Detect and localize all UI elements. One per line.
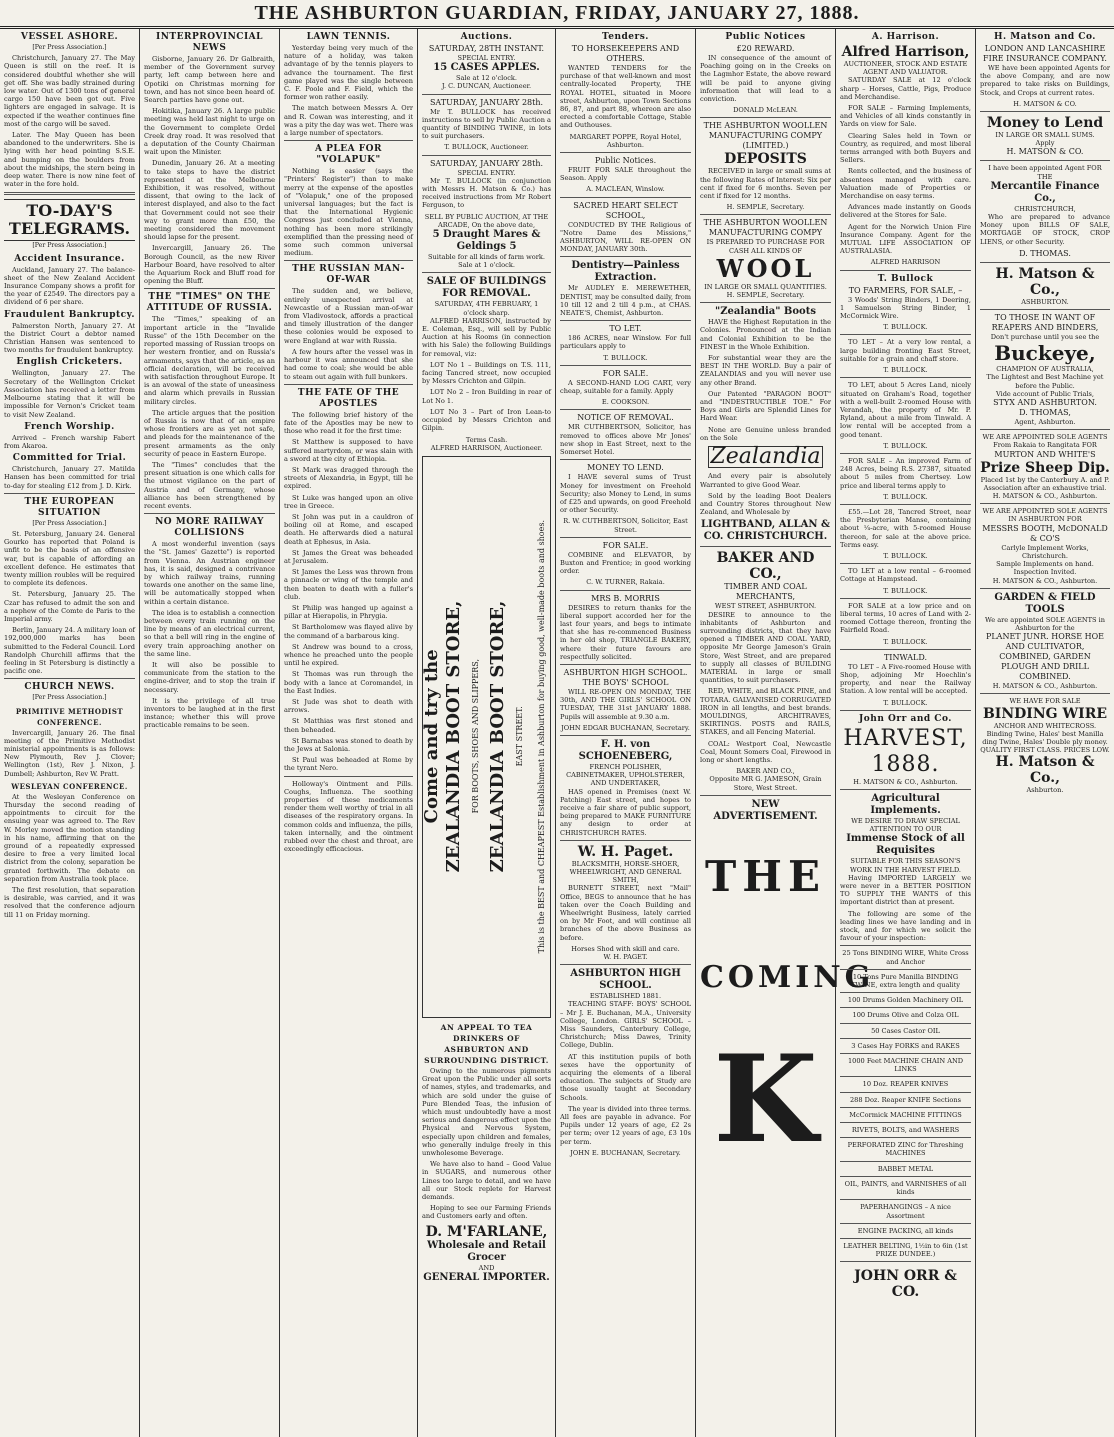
ad-title: TINWALD.: [883, 652, 928, 662]
ad-body: SATURDAY SALE at 12 o'clock sharp – Horses, Cattle, Pigs, Produce and Merchandise.: [840, 76, 971, 101]
ad-sub: FRENCH POLISHER, CABINETMAKER, UPHOLSTERER, AND UNDERTAKER,: [566, 762, 685, 788]
auction-terms: Terms Cash.: [465, 435, 508, 444]
ad-name: H. SEMPLE, Secretary.: [726, 291, 805, 300]
section-heading: T. Bullock: [877, 273, 934, 284]
subhead: Fraudulent Bankruptcy.: [4, 309, 135, 320]
ad-body: STYX AND ASHBURTON.: [993, 398, 1097, 408]
ad-line: EAST STREET.: [514, 706, 524, 768]
article-text: St Mark was dragged through the streets of Alexandria, in Egypt, till he expired.: [284, 465, 413, 491]
ad-body: Sold by the leading Boot Dealers and Country Stores throughout New Zealand, and Wholesale by: [700, 491, 831, 517]
ad-name: BAKER AND CO.,: [736, 767, 795, 776]
headline: VESSEL ASHORE.: [20, 32, 119, 42]
big-letter-k: K: [713, 1028, 818, 1170]
article-text: St Jude was shot to death with arrows.: [284, 698, 413, 715]
ad-name: R. W. CUTHBERTSON, Solicitor, East Street.: [563, 517, 688, 534]
ad-title: MESSRS BOOTH, McDONALD & CO'S: [982, 523, 1108, 543]
column-4: [418, 29, 556, 1437]
ad-name: T. BULLOCK.: [603, 353, 648, 362]
headline: THE EUROPEAN SITUATION: [24, 496, 115, 518]
ad-body: WE ARE APPOINTED SOLE AGENTS IN ASHBURTON FOR: [982, 507, 1108, 524]
subhead: PRIMITIVE METHODIST CONFERENCE.: [15, 706, 124, 727]
ad-name: A. MACLEAN, Winslow.: [586, 185, 665, 194]
ad-body: And every pair is absolutely Warranted to give Good Wear.: [700, 472, 831, 489]
subhead: English Cricketers.: [16, 357, 123, 368]
auction-date: SATURDAY, 28TH INSTANT.: [428, 44, 545, 53]
ad-body: PLANET JUNR. HORSE HOE AND CULTIVATOR, COMBINED, GARDEN PLOUGH AND DRILL COMBINED.: [985, 632, 1105, 682]
article-text: Auckland, January 27. The balance-sheet of the New Zealand Accident Insurance Company shows a profit for the year of £2549. The directors pay a dividend of 6 per share.: [4, 265, 135, 307]
ad-title: F. H. von SCHOENEBERG,: [578, 738, 673, 762]
ad-body: Binding Twine, Hales' best Manilla ding Twine, Hales' Double ply money.: [982, 729, 1108, 746]
ad-line: ZEALANDIA BOOT STORE,: [442, 601, 464, 873]
ad-sub: AUCTIONEER, STOCK AND ESTATE AGENT AND VALUATOR.: [843, 60, 968, 77]
article-text: It is the privilege of all true inventors to be laughed at in the first instance; whether this will prove practicable remains to be seen.: [144, 696, 275, 730]
ad-name: H. MATSON & CO.: [1013, 99, 1077, 108]
article-text: We have also to hand – Good Value in SUGARS, and numerous other Lines too large to detail, and we have all our Stock replete for Harvest demands.: [422, 1160, 551, 1201]
article-text: The following brief history of the fate of the Apostles may be new to those who read it for the first time:: [284, 410, 413, 436]
column-6: [696, 29, 875, 1437]
article-text: The first resolution, that separation is desirable, was carried, and it was resolved that the conference adjourn till 11 on Friday morning.: [4, 886, 135, 919]
list-item: 100 Drums Olive and Colza OIL: [852, 1011, 959, 1020]
ad-name: H. MATSON & CO., Ashburton.: [992, 492, 1098, 501]
article-text: Wellington, January 27. The Secretary of the Wellington Cricket Association has received a letter from Melbourne stating that it will be impossible for Vernon's Cricket team to visit New Zealand.: [4, 369, 135, 419]
article-text: Holloway's Ointment and Pills. Coughs, Influenza. The soothing properties of these medicaments render them well worthy of trial in all diseases of the respiratory organs. In common colds and influenza, the pills, taken internally, and the ointment rubbed over the chest and throat, are exceedingly efficacious.: [284, 779, 413, 854]
ad-body: Clearing Sales held in Town or Country, as required, and most liberal terms arranged with both Buyers and Sellers.: [840, 131, 971, 165]
ad-name: H. MATSON & CO., Ashburton.: [992, 682, 1098, 691]
ad-body: FRUIT FOR SALE throughout the Season. Apply: [560, 166, 691, 183]
ad-body: FOR SALE – Farming Implements, and Vehicles of all kinds constantly in Yards on view for Sale.: [840, 104, 971, 129]
ad-title: SACRED HEART SELECT SCHOOL,: [573, 200, 678, 220]
article-text: St Thomas was run through the body with a lance at Coromandel, in the East Indies.: [284, 670, 413, 695]
article-text: St John was put in a cauldron of boiling oil at Rome, and escaped death. He afterwards died a natural death at Ephesus, in Asia.: [284, 512, 413, 546]
headline: THE FATE OF THE APOSTLES: [297, 387, 400, 409]
ad-body: FOR SALE – An improved Farm of 248 Acres, being R.S. 27387, situated about 5 miles from Chertsey. Low price and liberal terms apply to: [840, 456, 971, 490]
ad-name: T. BULLOCK.: [883, 366, 928, 375]
ad-body: For substantial wear they are the BEST IN THE WORLD. Buy a pair of ZEALANDIAS and you will never use any other Brand.: [700, 354, 831, 387]
ad-title: H. Matson & Co.,: [995, 265, 1095, 298]
auctioneer-name: ALFRED HARRISON, Auctioneer.: [430, 443, 543, 452]
ad-title: GARDEN & FIELD TOOLS: [994, 591, 1096, 615]
article-text: Gisborne, January 26. Dr Galbraith, member of the Government survey party, left camp between here and Opotiki on Christmas morning for town, and has not since been heard of. Search parties have gone out.: [144, 55, 275, 105]
section-heading: TO-DAY'S TELEGRAMS.: [4, 199, 135, 241]
ad-body: 186 ACRES, near Winslow. For full particulars apply to: [560, 334, 691, 351]
ad-note: Horses Shod with skill and care.: [571, 944, 680, 953]
ad-body: SUITABLE FOR THIS SEASON'S WORK IN THE HARVEST FIELD.: [849, 857, 962, 874]
auction-title: SPECIAL ENTRY.: [457, 54, 516, 62]
auction-title: SPECIAL ENTRY.: [457, 168, 516, 177]
ad-body: Agent for the Norwich Union Fire Insurance Company. Agent for the MUTUAL LIFE ASSOCIATION OF AUSTRALASIA.: [840, 222, 971, 256]
auctioneer-name: J. C. DUNCAN, Auctioneer.: [441, 82, 532, 91]
ad-title: Agricultural Implements.: [870, 793, 941, 816]
ad-body: HAVE the Highest Reputation in the Colonies. Pronounced at the Indian and Colonial Exhibition to be the FINEST in the Whole Exhibition.: [700, 318, 831, 351]
list-item: 50 Cases Castor OIL: [871, 1026, 940, 1035]
column-7: [836, 29, 976, 1437]
list-item: ENGINE PACKING, all kinds: [857, 1226, 954, 1235]
ad-name: E. COOKSON.: [601, 398, 650, 407]
ad-sub: IN LARGE OR SMALL SUMS.: [995, 131, 1095, 140]
ad-body: The Lightest and Best Machine yet before the Public.: [986, 373, 1104, 390]
ad-line: FOR BOOTS, SHOES AND SLIPPERS,: [470, 659, 480, 815]
ad-line: This is the BEST and CHEAPEST Establishment in Ashburton for buying good, well-made boots and shoes.: [536, 520, 546, 954]
article-text: The "Times" concludes that the present situation is one which calls for the utmost vigilance on the part of Austria and of Germany, whose alliance has been strengthened by recent events.: [144, 460, 275, 510]
ad-body: MR CUTHBERTSON, Solicitor, has removed to offices above Mr Jones' new shop in East Street, next to the Somerset Hotel.: [560, 423, 691, 457]
ad-headline: DEPOSITS: [724, 151, 807, 168]
ad-headline: BINDING WIRE: [982, 705, 1108, 722]
ad-line: ZEALANDIA BOOT STORE,: [486, 601, 508, 873]
ad-body: Advances made instantly on Goods delivered at the Stores for Sale.: [840, 203, 971, 220]
ad-body: Mr AUDLEY E. MEREWETHER, DENTIST, may be consulted daily, from 10 till 12 and 2 till 4 p.m., at CHAS. NEATE'S, Chemist, Ashburton.: [560, 284, 691, 318]
ad-sub: Ashburton.: [1026, 786, 1064, 795]
auction-body: SELL BY PUBLIC AUCTION, AT THE ARCADE, On the above date,: [424, 212, 549, 229]
ad-sub: BLACKSMITH, HORSE-SHOER, WHEELWRIGHT, AND GENERAL SMITH,: [569, 859, 682, 885]
ad-name: MARGARET POPPE, Royal Hotel, Ashburton.: [569, 132, 682, 149]
boot-store-ad-text: [421, 520, 553, 953]
list-item: 3 Cases Hay FORKS and RAKES: [851, 1041, 960, 1050]
the-label: THE: [705, 851, 826, 901]
list-item: BABBET METAL: [877, 1164, 934, 1173]
auction-date: SATURDAY, JANUARY 28th.: [429, 158, 544, 168]
auction-body: Mr T. BULLOCK (in conjunction with Messrs H. Matson & Co.) has received instructions from Mr Robert Ferguson, to: [422, 176, 551, 210]
list-item: 10 Doz. REAPER KNIVES: [862, 1080, 949, 1089]
ad-name: T. BULLOCK.: [883, 441, 928, 450]
headline: THE RUSSIAN MAN-OF-WAR: [292, 264, 405, 286]
ad-body: Sample Implements on hand.: [996, 560, 1094, 569]
list-item: 10 Tons Pure Manilla BINDING TWINE, extra length and quality: [851, 972, 960, 990]
article-text: Invercargill, January 26. The Borough Council, as the new River Harbour Board, have resolved to alter the Aquarium Rock and Bluff road for opening the Bluff.: [144, 244, 275, 286]
ad-sub: CHRISTCHURCH,: [1014, 204, 1076, 213]
ad-body: COAL: Westport Coal, Newcastle Coal, Mount Somers Coal, Firewood in long or short lengths.: [700, 739, 831, 764]
ad-body: None are Genuine unless branded on the Sole: [700, 425, 831, 442]
new-advertisement-label: NEW ADVERTISEMENT.: [713, 798, 818, 822]
ad-title: BAKER AND CO.,: [716, 550, 815, 583]
ad-title: £20 REWARD.: [736, 44, 795, 53]
auction-item: 15 CASES APPLES.: [433, 62, 540, 74]
article-text: St James the Great was beheaded at Jerusalem.: [284, 548, 413, 565]
ad-body: I HAVE several sums of Trust Money for investment on Freehold Security; also Money to Lend, in sums of £25 and upwards, on good Freehold or other Security.: [560, 473, 691, 515]
article-text: It will also be possible to communicate from the station to the engine-driver, and to stop the train if necessary.: [144, 661, 275, 694]
ad-body: IN consequence of the amount of Poaching going on in the Creeks on the Lagmhor Estate, the above reward will be paid to anyone giving information that will lead to a conviction.: [700, 54, 831, 104]
article-text: St Matthias was first stoned and then beheaded.: [284, 717, 413, 734]
headline: CHURCH NEWS.: [24, 682, 115, 693]
ad-name: LIGHTBAND, ALLAN & CO. CHRISTCHURCH.: [701, 519, 830, 543]
ad-headline: Mercantile Finance Co.,: [990, 180, 1100, 204]
auction-lot: LOT No 2 – Iron Building in rear of Lot No 1.: [422, 388, 551, 405]
article-text: The "Times," speaking of an important article in the "Invalide Russe" of the 15th December on the reported massing of Russian troops on her western frontier, and on Russia's armaments, says that the article, as an official declaration, will be received with satisfaction throughout Europe. It is an avowal of the state of uneasiness and alarm which prevails in Russian military circles.: [144, 315, 275, 406]
list-item: PERFORATED ZINC for Threshing MACHINES: [847, 1141, 964, 1158]
ad-address: WEST STREET, ASHBURTON.: [714, 602, 817, 611]
ad-title: TO THOSE IN WANT OF REAPERS AND BINDERS,: [991, 313, 1099, 333]
ad-title: "Zealandia" Boots: [715, 306, 816, 318]
article-text: A few hours after the vessel was in harbour it was announced that she had come to coal; she would be able to steam out again with full bunkers.: [284, 347, 413, 381]
ad-headline: Prize Sheep Dip.: [980, 459, 1110, 476]
ad-name: T. BULLOCK.: [883, 492, 928, 501]
headline: AN APPEAL TO TEA DRINKERS OF ASHBURTON AND SURROUNDING DISTRICT.: [424, 1022, 549, 1065]
subhead: Committed for Trial.: [12, 453, 127, 464]
ad-body: QUALITY FIRST CLASS. PRICES LOW.: [980, 746, 1110, 755]
ad-headline: Buckeye,: [994, 341, 1096, 366]
list-item: RIVETS, BOLTS, and WASHERS: [851, 1126, 960, 1135]
ad-name: D. THOMAS,: [1019, 408, 1071, 418]
ad-title: Alfred Harrison,: [841, 44, 970, 60]
ad-sub: ASHBURTON.: [1021, 297, 1069, 306]
subhead: Accident Insurance.: [14, 253, 125, 264]
ad-title: MONEY TO LEND.: [587, 463, 664, 473]
article-text: The match between Messrs A. Orr and R. Cowan was interesting, and it was a pity the day was wet. There was a large number of spectators.: [284, 104, 413, 138]
ad-title: W. H. Paget.: [577, 843, 674, 860]
ad-body: The following are some of the leading lines we have landing and in stock, and for which we solicit the favour of your inspection:: [840, 909, 971, 943]
ad-body: AT this institution pupils of both sexes have the opportunity of acquiring the elements of a liberal education. The subjects of Study are those usually taught at Secondary Schools.: [560, 1052, 691, 1102]
subhead: French Worship.: [24, 421, 115, 432]
ad-body: RECEIVED in large or small sums at the following Rates of Interest: Six per cent if fixed for 6 months. Seven per cent if fixed for 12 months.: [700, 167, 831, 201]
ad-headline: Immense Stock of all Requisites: [846, 833, 965, 857]
ad-title: TO LET.: [609, 324, 642, 334]
article-text: Invercargill, January 26. The final meeting of the Primitive Methodist ministerial appointments is as follows: New Plymouth, Rev J. Clover; Wellington (1st), Rev J. Nixon, J. Dumbell; Ashburton, Rev W. Pratt.: [4, 728, 135, 778]
article-text: St. Petersburg, January 25. The Czar has refused to admit the son and a nephew of the Comte de Paris to the Imperial army.: [4, 590, 135, 623]
article-text: Dunedin, January 26. At a meeting to take steps to have the district represented at the Melbourne Exhibition, it was resolved, without dissent, that owing to the lack of interest displayed, and also to the fact that Government could not see their way to grant more than £50, the meeting considered the movement should lapse for the present.: [144, 159, 275, 242]
ad-body: Placed 1st by the Canterbury A. and P. Association after an exhaustive trial.: [980, 475, 1110, 492]
ad-name: H. MATSON & CO.: [1006, 147, 1084, 157]
column-3: [280, 29, 418, 1437]
column-8: [976, 29, 1114, 1437]
article-text: St Paul was beheaded at Rome by the tyrant Nero.: [284, 756, 413, 773]
ad-body: Vide account of Public Trials,: [995, 389, 1095, 398]
ad-headline: Money to Lend: [986, 115, 1104, 132]
list-item: 100 Drums Golden Machinery OIL: [847, 996, 964, 1005]
list-item: PAPERHANGINGS – A nice Assortment: [860, 1203, 951, 1220]
headline: NO MORE RAILWAY COLLISIONS: [155, 517, 264, 539]
ad-body: WE HAVE FOR SALE: [1009, 697, 1081, 706]
ad-name: JOHN E. BUCHANAN, Secretary.: [570, 1148, 681, 1157]
ad-name: JOHN EDGAR BUCHANAN, Secretary.: [561, 723, 690, 732]
ad-name: C. W. TURNER, Rakaia.: [586, 578, 665, 587]
ad-title: TO HORSEKEEPERS AND OTHERS.: [571, 44, 680, 63]
ad-body: DESIRES to return thanks for the liberal support accorded her for the last four years, and begs to intimate that she has re-commenced Business in her old shop, TRIANGLE BAKERY, where their future favours are respectfully solicited.: [560, 603, 691, 661]
grocer-title: Wholesale and Retail Grocer: [427, 1239, 546, 1263]
byline: [Per Press Association.]: [32, 519, 107, 527]
ad-name: D. THOMAS.: [1019, 248, 1071, 258]
article-text: Later. The May Queen has been abandoned to the underwriters. She is lying with her head pointing S.S.E. and bumping on the boulders from about the midships, the stern being in deep water. There is now nine feet of water in the fore hold.: [4, 131, 135, 189]
auction-time: Sale at 1 o'clock.: [458, 261, 515, 270]
list-item: OIL, PAINTS, and VARNISHES of all kinds: [844, 1179, 967, 1197]
ad-title: FOR SALE.: [602, 368, 649, 378]
ad-title: TO FARMERS, FOR SALE, –: [848, 285, 963, 295]
article-text: Yesterday being very much of the nature of a holiday, was taken advantage of by the tennis players to advance the tournament. The first game played was the single between C. F. Poole and F. Field, which the former won rather easily.: [284, 44, 413, 102]
ad-body: 3 Woods' String Binders, 1 Deering, 1 Samuelson String Binder, 1 McCormick Wire.: [840, 295, 971, 321]
section-heading: A. Harrison.: [871, 32, 940, 42]
auction-date: SATURDAY, 4TH FEBRUARY, 1 o'clock sharp.: [434, 300, 539, 317]
auction-item: 5 Draught Mares & Geldings 5: [432, 229, 541, 253]
auction-body: Sale at 12 o'clock.: [455, 74, 518, 83]
list-item: 1000 Feet MACHINE CHAIN AND LINKS: [847, 1057, 964, 1074]
ad-name: W. H. PAGET.: [603, 953, 648, 962]
auction-date: SATURDAY, JANUARY 28th.: [429, 97, 544, 107]
ad-sub: TIMBER AND COAL MERCHANTS,: [724, 582, 807, 602]
ad-body: TO LET, about 5 Acres Land, nicely situated on Graham's Road, together with a well-built 2-roomed House with Verandah, the property of Mr. P. Ryland, about a mile from Tinwald. A low rental will be accepted from a good tenant.: [840, 381, 971, 439]
ad-name: T. BULLOCK.: [883, 323, 928, 332]
ad-body: We are appointed SOLE AGENTS in Ashburton for the: [984, 615, 1106, 632]
ad-body: The year is divided into three terms. All fees are payable in advance. For Pupils under 12 years of age, £2 2s per term; over 12 years of age, £3 10s per term.: [560, 1104, 691, 1146]
ad-title: MRS B. MORRIS: [591, 593, 660, 603]
ad-name: H. SEMPLE, Secretary.: [726, 203, 805, 212]
article-text: St Luke was hanged upon an olive tree in Greece.: [284, 493, 413, 510]
headline: INTERPROVINCIAL NEWS: [155, 32, 263, 53]
article-text: Hoping to see our Farming Friends and Customers early and often.: [422, 1204, 551, 1221]
ad-body: HAS opened in Premises (next W. Patching) East street, and hopes to receive a fair share of public support, being prepared to MAKE FURNITURE any design to order at CHRISTCHURCH RATES.: [560, 787, 691, 837]
ad-sub: ESTABLISHED 1881.: [589, 992, 662, 1001]
ad-footer: Opposite MR G. JAMESON, Grain Store, West Street.: [709, 775, 822, 792]
ad-body: Having IMPORTED LARGELY we were never in a BETTER POSITION TO SUPPLY THE WANTS of this important district than at present.: [840, 873, 971, 907]
ad-body: IN LARGE OR SMALL QUANTITIES.: [704, 282, 827, 291]
grocer-name: D. M'FARLANE,: [425, 1223, 548, 1240]
ad-body: CONDUCTED BY THE Religious of "Notre Dame des Missions," ASHBURTON, WILL RE-OPEN ON MONDAY, JANUARY 30th.: [560, 220, 691, 254]
ad-body: WANTED TENDERS for the purchase of that well-known and most centrally-located Property, THE ROYAL HOTEL, situated in Moore street, Ashburton, upon Town Sections 86, 87, and part 88, whereon are also erected a comfortable Cottage, Stable and Outhouses.: [560, 64, 691, 130]
ad-name: ALFRED HARRISON: [870, 258, 941, 267]
section-heading: H. Matson and Co.: [994, 32, 1096, 42]
ad-body: Our Patented "PARAGON BOOT" and "INDESTRUCTIBLE TOE." For Boys and Girls are Splendid Lines for Hard Wear.: [700, 389, 831, 423]
ad-name: H. Matson & Co.,: [995, 754, 1095, 787]
article-text: St. Petersburg, January 24. General Gourko has reported that Poland is unfit to be the basis of an offensive war, but is capable of affording an excellent defence. He estimates that twenty million roubles will be required to complete its defences.: [4, 529, 135, 588]
auctioneer-name: T. BULLOCK, Auctioneer.: [444, 143, 529, 152]
column-2: [140, 29, 280, 1437]
ad-headline: HARVEST, 1888.: [843, 725, 968, 777]
ad-body: Inspection Invited.: [1013, 568, 1077, 577]
article-text: The idea is to establish a connection between every train running on the line by means of an electrical current, so that a bell will ring in the engine of every train approaching another on the same line.: [144, 608, 275, 658]
auction-title: SALE OF BUILDINGS FOR REMOVAL.: [426, 276, 547, 300]
grocer-title: GENERAL IMPORTER.: [423, 1271, 550, 1283]
ad-body: TO LET at a low rental – 6-roomed Cottage at Hampstead.: [840, 567, 971, 584]
list-item: 288 Doz. Reaper KNIFE Sections: [849, 1095, 962, 1104]
ad-line: Come and try the: [420, 649, 442, 824]
ad-body: Rents collected, and the business of absentees managed with care. Valuation made of Properties or Merchandise on easy terms.: [840, 167, 971, 201]
subhead: WESLEYAN CONFERENCE.: [11, 781, 128, 791]
ad-headline: WOOL: [716, 253, 815, 283]
ad-title: THE ASHBURTON WOOLLEN MANUFACTURING COMPY (LIMITED.): [703, 121, 828, 151]
auction-body: ALFRED HARRISON, instructed by E. Coleman, Esq., will sell by Public Auction at his Rooms (in connection with his Sale) the following Buildings for removal, viz:: [422, 316, 551, 358]
grocer-and: AND: [478, 1263, 495, 1272]
ad-body: COMBINE and ELEVATOR, by Buxton and Frentice; in good working order.: [560, 550, 691, 576]
ad-title: Dentistry—Painless Extraction.: [571, 260, 680, 284]
auction-lot: LOT No 3 – Part of Iron Lean-to occupied by Messrs Crichton and Gilpin.: [422, 407, 551, 433]
byline: [Per Press Association.]: [32, 242, 107, 250]
section-heading: John Orr and Co.: [859, 713, 952, 724]
ad-name: H. MATSON & CO., Ashburton.: [853, 777, 958, 786]
ad-sub: Carlyle Implement Works, Christchurch.: [1001, 543, 1089, 560]
list-item: 25 Tons BINDING WIRE, White Cross and Anchor: [842, 949, 969, 966]
ad-title: FOR SALE.: [602, 540, 649, 550]
ad-body: Don't purchase until you see the: [990, 333, 1100, 342]
article-text: St James the Less was thrown from a pinnacle or wing of the temple and then beaten to death with a fuller's club.: [284, 568, 413, 601]
ad-title: MURTON AND WHITE'S: [994, 449, 1096, 459]
ad-body: A SECOND-HAND LOG CART, very cheap, suitable for a family. Apply: [560, 378, 691, 396]
ad-body: TEACHING STAFF: BOYS' SCHOOL – Mr J. E. Buchanan, M.A., University College, London. GIRLS' SCHOOL – Miss Saunders, Canterbury College, Christchurch; Miss Dawes, Trinity College, Dublin.: [560, 1000, 691, 1050]
ad-title: THE ASHBURTON WOOLLEN MANUFACTURING COMPY: [703, 218, 828, 238]
ad-name: T. BULLOCK.: [883, 586, 928, 595]
ad-title: ASHBURTON HIGH SCHOOL.: [570, 968, 681, 992]
ad-sub: Agent, Ashburton.: [1014, 418, 1076, 427]
auction-lot: LOT No 1 – Buildings on T.S. 111, facing Tancred street, now occupied by Messrs Crichton and Gilpin.: [422, 360, 551, 386]
article-text: Christchurch, January 27. Matilda Hansen has been committed for trial to-day for stealing £12 from J. D. Kirk.: [4, 465, 135, 490]
ad-name: T. BULLOCK.: [883, 637, 928, 646]
column-5: [556, 29, 696, 1437]
ad-body: Who are prepared to advance Money upon BILLS OF SALE, MORTGAGE OF STOCK, CROP LIENS, or other Security.: [980, 213, 1110, 246]
ad-title: NOTICE OF REMOVAL.: [577, 413, 674, 423]
list-item: McCormick MACHINE FITTINGS: [849, 1110, 962, 1119]
article-text: Palmerston North, January 27. At the District Court a debtor named Christian Hansen was sentenced to two months for fraudulent bankruptcy.: [4, 321, 135, 355]
masthead: THE ASHBURTON GUARDIAN, FRIDAY, JANUARY 27, 1888.: [0, 0, 1114, 29]
ad-name: T. BULLOCK.: [883, 551, 928, 560]
article-text: The sudden and, we believe, entirely unexpected arrival at Newcastle of a Russian man-of-war from Vladivostock, affords a practical and timely illustration of the danger these colonies would be exposed to were England at war with Russia.: [284, 287, 413, 345]
auction-body: Mr T. BULLOCK has received instructions to sell by Public Auction a quantity of BINDING TWINE, in lots to suit purchasers.: [422, 107, 551, 141]
ad-body: BURNETT STREET, next "Mail" Office, BEGS to announce that he has taken over the Coach Building and Wheelwright Business, lately carried on by Mr Foot, and will continue all branches of the above Business as before.: [560, 884, 691, 942]
ad-sub: CHAMPION OF AUSTRALIA,: [996, 365, 1094, 374]
article-text: St Barnabas was stoned to death by the Jews at Salonia.: [284, 736, 413, 754]
article-text: St Andrew was bound to a cross, whence he preached unto the people until he expired.: [284, 642, 413, 668]
headline: LAWN TENNIS.: [306, 32, 391, 42]
article-text: Christchurch, January 27. The May Queen is still on the reef. It is considered doubtful whether she will get off. She was badly strained during low water. Out of 1300 tons of general cargo 150 have been got out. Five lighters are engaged in salvage. It is expected if the weather continues fine most of the cargo will be saved.: [4, 54, 135, 128]
byline: [Per Press Association.]: [32, 44, 107, 51]
article-text: St Bartholomew was flayed alive by the command of a barbarous king.: [284, 623, 413, 640]
headline: THE "TIMES" ON THE ATTITUDE OF RUSSIA.: [146, 292, 273, 314]
article-text: Berlin, January 24. A military loan of 192,000,000 marks has been submitted to the Federal Council. Lord Randolph Churchill affirms that the feeling in St Petersburg is distinctly a pacific one.: [4, 626, 135, 676]
ad-body: Apply: [1035, 139, 1055, 148]
headline: A PLEA FOR "VOLAPUK": [315, 144, 382, 166]
ad-body: WILL RE-OPEN ON MONDAY, THE 30th, AND THE GIRLS' SCHOOL ON TUESDAY, THE 31st JANUARY 1888. Pupils will assemble at 9.30 a.m.: [560, 687, 691, 721]
ad-name: DONALD McLEAN.: [733, 106, 798, 115]
ad-body: DESIRE to announce to the inhabitants of Ashburton and surrounding districts, that they have opened a TIMBER AND COAL YARD, opposite Mr George Jameson's Grain Store, West Street, and are prepared to supply all classes of BUILDING MATERIAL in large or small quantities, to suit purchasers.: [700, 610, 831, 685]
section-heading: Public Notices: [725, 32, 806, 42]
section-heading: Tenders.: [602, 32, 649, 42]
ad-title: ASHBURTON HIGH SCHOOL. THE BOYS' SCHOOL: [563, 667, 688, 687]
column-1: [0, 29, 140, 1437]
list-item: LEATHER BELTING, 1½in to 6in (1st PRIZE DUNDEE.): [843, 1241, 968, 1259]
article-text: The article argues that the position of Russia is now that of an empire whose frontiers are as yet not safe, and pleads for the maintenance of the present armaments as the only security of peace in Eastern Europe.: [144, 408, 275, 458]
ad-name: H. MATSON & CO., Ashburton.: [992, 576, 1098, 585]
ad-sub: IS PREPARED TO PURCHASE FOR CASH ALL KINDS OF: [706, 238, 825, 255]
ad-body: TO LET – A Five-roomed House with Shop, adjoining Mr Hoechlin's property, and near the Railway Station. A low rental will be accepted.: [840, 662, 971, 696]
article-text: At the Wesleyan Conference on Thursday the second reading of appointments to circuit for the ensuing year was agreed to. The Rev W. Morley moved the motion standing in his name, affirming that on the ground of a repeatedly expressed desire to free a very limited local district from the colony, separation be granted forthwith. The debate on separation from Australia took place.: [4, 792, 135, 883]
ad-name: JOHN ORR & CO.: [854, 1268, 957, 1301]
article-text: Owing to the numerous pigments Great upon the Public under all sorts of names, styles, and trademarks, and which are sold under the guise of Pure Blended Teas, the infusion of which must undoubtedly have a most serious and dangerous effect upon the Physical and Nervous System, especially upon children and females, who generally indulge freely in this unwholesome Beverage.: [422, 1066, 551, 1157]
article-text: Arrived – French warship Fabert from Akaroa.: [4, 433, 135, 450]
byline: [Per Press Association.]: [32, 694, 107, 702]
implements-list: [840, 949, 971, 1262]
ad-body: FOR SALE at a low price and on liberal terms, 10 acres of Land with 2-roomed Cottage thereon, fronting the Fairfield Road.: [840, 601, 971, 635]
ad-body: WE have been appointed Agents for the above Company, and are now prepared to take risks on Buildings, Stock, and Crops at current rates.: [980, 64, 1110, 97]
ad-sub: ANCHOR AND WHITECROSS.: [993, 721, 1097, 730]
coming-label: COMING: [700, 959, 875, 995]
article-text: Hokitika, January 26. A large public meeting was held last night to urge on the Government to complete Ordel Creek dray road. It was resolved that a deputation of the County Chairman wait upon the Minister.: [144, 107, 275, 157]
zealandia-boot-store-ad: [422, 456, 551, 1018]
article-text: St Philip was hanged up against a pillar at Hierapolis, in Phrygia.: [284, 603, 413, 621]
article-text: A most wonderful invention (says the "St. James' Gazette") is reported from Vienna. An Austrian engineer has, it is said, designed a contrivance by which railway trains, running towards one another on the same line, will be automatically stopped when within a certain distance.: [144, 540, 275, 606]
ad-body: TO LET – At a very low rental, a large building fronting East Street, suitable for a grain and chaff store.: [840, 338, 971, 363]
columns: [0, 29, 1114, 1437]
ad-title: Public Notices.: [594, 156, 657, 166]
ad-title: LONDON AND LANCASHIRE FIRE INSURANCE COMPANY.: [983, 44, 1107, 63]
article-text: St Matthew is supposed to have suffered martyrdom, or was slain with a sword at the city of Ethiopia.: [284, 438, 413, 463]
ad-body: RED, WHITE, and BLACK PINE, and TOTARA. GALVANISED CORRUGATED IRON in all lengths, and best brands. MOULDINGS, ARCHITRAVES, SKIRTINGS. POSTS and RAILS, STAKES, and all Fencing Material.: [700, 687, 831, 737]
ad-body: £55.—Lot 28, Tancred Street, near the Presbyterian Manse, containing about ¼-acre, with 5-roomed House thereon, for sale at the above price. Terms easy.: [840, 507, 971, 549]
ad-body: I have been appointed Agent FOR THE: [988, 164, 1102, 181]
auction-note: Suitable for all kinds of farm work.: [428, 253, 545, 262]
zealandia-brand-signature: Zealandia: [708, 446, 823, 468]
ad-body: WE DESIRE TO DRAW SPECIAL ATTENTION TO OUR: [851, 817, 960, 834]
article-text: Nothing is easier (says the "Printers' Register") than to make merry at the expense of the apostles of "Volapuk," one of the proposed universal languages; but the fact is that the International Hygienic Congress just concluded at Vienna, nothing has been more strikingly exemplified than the pressing need of some such common universal medium.: [284, 167, 413, 258]
ad-name: T. BULLOCK.: [883, 698, 928, 707]
ad-body: WE ARE APPOINTED SOLE AGENTS From Rakaia to Rangitata FOR: [982, 433, 1108, 450]
section-heading: Auctions.: [460, 32, 513, 42]
